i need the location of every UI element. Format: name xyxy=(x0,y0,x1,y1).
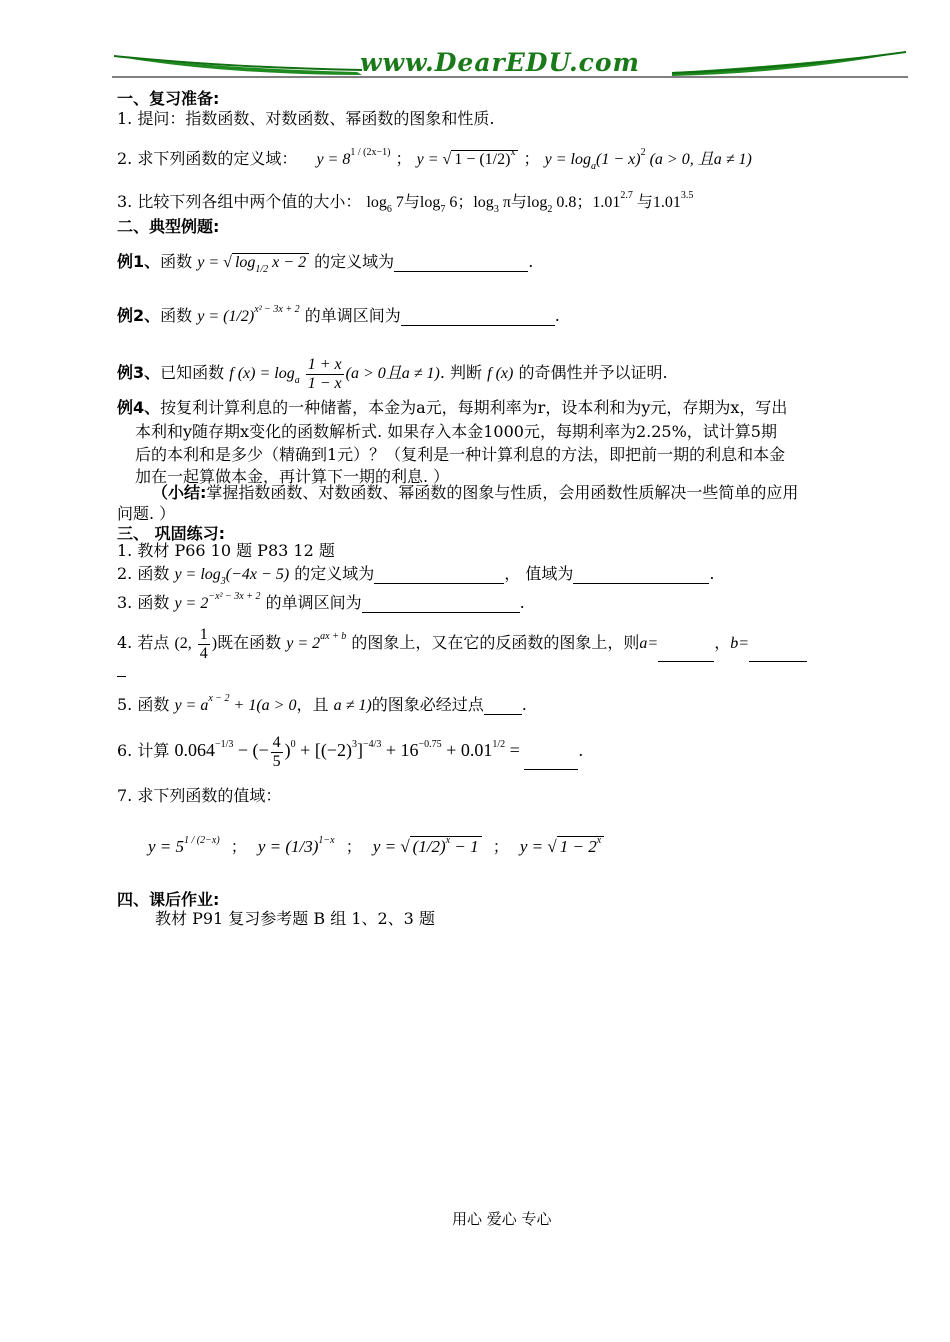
prep-question-2: 2. 求下列函数的定义域： $y = 8^{1 / (2x-1)}$ ； y = √ $1 - (1/2)^x$ ； $y = \log_a(1 - x)^2$ (a > 0, 且a ≠ 1) xyxy=(117,147,752,172)
example-2-answer-blank[interactable] xyxy=(401,309,555,326)
example-1: 例1、函数 y = √ $\log_{1/2} x - 2$ 的定义域为 . xyxy=(117,252,534,275)
practice-5-answer-blank[interactable] xyxy=(484,698,522,715)
site-logo-text: www.DearEDU.com xyxy=(360,48,641,77)
practice-4-wrap-underline xyxy=(117,676,126,677)
example-2-label: 例2、 xyxy=(117,306,161,325)
practice-5-text-a: 5. 函数 xyxy=(117,695,170,714)
section-4-title: 四、课后作业: xyxy=(117,890,220,909)
practice-4-a-blank[interactable] xyxy=(658,645,714,662)
compare-log-pair: $\log_6 7$与$\log_7 6$；$\log_3 \pi$与$\log_2 0.8$；$1.01^{2.7}$ 与$1.01^{3.5}$ xyxy=(366,190,694,215)
example-2-text-a: 函数 xyxy=(160,306,193,325)
formula-p7-d: y = √ $1 - 2^x$ xyxy=(520,836,604,856)
page-footer: 用心 爱心 专心 xyxy=(452,1210,552,1228)
practice-6-text-a: 6. 计算 xyxy=(117,741,170,761)
practice-2-range-blank[interactable] xyxy=(573,567,709,584)
summary-continuation: 问题. ） xyxy=(117,504,176,523)
practice-3-text-a: 3. 函数 xyxy=(117,593,170,612)
q3-text: 3. 比较下列各组中两个值的大小： xyxy=(117,192,362,211)
section-1-title: 一、复习准备: xyxy=(117,89,220,108)
formula-p5-cond: a ≠ 1) xyxy=(333,697,372,714)
formula-y-sqrt: y = √ $1 - (1/2)^x$ xyxy=(417,150,519,168)
practice-4-text-c: 的图象上，又在它的反函数的图象上，则 xyxy=(351,632,640,652)
prep-question-1: 1. 提问：指数函数、对数函数、幂函数的图象和性质. xyxy=(117,109,495,128)
practice-4-b-label: b= xyxy=(730,634,750,652)
formula-p7-c: y = √ $(1/2)^x - 1$ xyxy=(373,836,482,856)
formula-p2: $y = \log_3(-4x - 5)$ xyxy=(174,566,290,587)
example-4-line-3: 后的本利和是多少（精确到1元）？（复利是一种计算利息的方法，即把前一期的利息和本金 xyxy=(135,445,786,464)
prep-question-3 xyxy=(117,189,694,215)
practice-6-answer-blank[interactable] xyxy=(524,753,578,770)
formula-ex1: y = √ $\log_{1/2} x - 2$ xyxy=(197,253,309,271)
formula-p6: $0.064^{-1/3}$ − (− $\frac{4}{5}$ )$^0 + [(-2)^3]^{-4/3} + 16^{-0.75} + 0.01^{1/2}$ = xyxy=(174,734,525,770)
example-1-text-a: 函数 xyxy=(160,252,193,271)
formula-point: (2, $\frac{1}{4}$ ) xyxy=(174,626,218,662)
example-4-label: 例4、 xyxy=(117,398,161,417)
summary-line xyxy=(152,480,798,503)
summary-text: 掌握指数函数、对数函数、幂函数的图象与性质，会用函数性质解决一些简单的应用 xyxy=(206,483,799,502)
practice-1: 1. 教材 P66 10 题 P83 12 题 xyxy=(117,541,335,560)
example-3-text-a: 已知函数 xyxy=(160,362,225,382)
header-banner xyxy=(112,44,908,84)
practice-6: 6. 计算 $0.064^{-1/3}$ − (− $\frac{4}{5}$ )$^0 + [(-2)^3]^{-4/3} + 16^{-0.75} + 0.01^{1/2}$ = . xyxy=(117,734,584,770)
practice-2: 2. 函数 $y = \log_3(-4x - 5)$ 的定义域为 ， 值域为 . xyxy=(117,564,715,587)
practice-4-b-blank[interactable] xyxy=(749,645,807,662)
section-3-title: 三、 巩固练习: xyxy=(117,524,225,543)
practice-2-text-c: ， 值域为 xyxy=(504,564,574,583)
homework-assignment: 教材 P91 复习参考题 B 组 1、2、3 题 xyxy=(155,909,435,928)
practice-4-a-label: a= xyxy=(639,634,659,652)
practice-4-text-a: 4. 若点 xyxy=(117,632,170,652)
practice-3: 3. 函数 $y = 2^{-x^2 - 3x + 2}$ 的单调区间为 . xyxy=(117,591,525,612)
formula-p3: $y = 2^{-x^2 - 3x + 2}$ xyxy=(174,591,261,612)
formula-p7-a: $y = 5^{1 / (2-x)}$ xyxy=(148,835,220,856)
practice-2-text-a: 2. 函数 xyxy=(117,564,170,583)
practice-5: 5. 函数 $y = a^{x - 2} + 1(a > 0$，且 a ≠ 1)的图象必经过点 . xyxy=(117,693,527,714)
example-2: 例2、函数 $y = (1/2)^{x^2 - 3x + 2}$ 的单调区间为 . xyxy=(117,304,560,325)
practice-7-formulas: $y = 5^{1 / (2-x)}$ ； $y = (1/3)^{1-x}$ ； y = √ $(1/2)^x - 1$ ； y = √ $1 - 2^x$ xyxy=(148,834,604,857)
formula-p5: $y = a^{x - 2} + 1(a > 0$ xyxy=(174,693,297,714)
example-4-text-1: 按复利计算利息的一种储蓄，本金为a元，每期利率为r，设本利和为y元，存期为x，写出 xyxy=(160,398,788,417)
practice-2-text-b: 的定义域为 xyxy=(294,564,375,583)
formula-fx: f (x) xyxy=(487,364,514,382)
example-1-text-b: 的定义域为 xyxy=(314,252,395,271)
example-1-answer-blank[interactable] xyxy=(394,255,528,272)
example-1-label: 例1、 xyxy=(117,252,161,271)
formula-p7-b: $y = (1/3)^{1-x}$ xyxy=(257,835,335,856)
formula-p4: $y = 2^{ax + b}$ xyxy=(286,630,347,652)
formula-ex2: $y = (1/2)^{x^2 - 3x + 2}$ xyxy=(197,304,300,325)
q2-text: 2. 求下列函数的定义域： xyxy=(117,149,298,168)
practice-5-text-c: 的图象必经过点 xyxy=(371,695,484,714)
practice-3-text-b: 的单调区间为 xyxy=(265,593,362,612)
example-4-line-4: 加在一起算做本金，再计算下一期的利息. ） xyxy=(135,467,450,486)
example-3 xyxy=(117,356,668,392)
example-3-text-c: 的奇偶性并予以证明. xyxy=(518,362,668,382)
example-3-label: 例3、 xyxy=(117,362,161,382)
summary-label: （小结: xyxy=(152,483,207,502)
formula-ex3: f $(x) = \log_a$ $\frac{1 + x}{1 - x}$ (a > 0且a ≠ 1) xyxy=(229,356,440,392)
formula-y-log: $y = \log_a(1 - x)^2$ (a > 0, 且a ≠ 1) xyxy=(544,147,752,172)
practice-3-answer-blank[interactable] xyxy=(362,596,520,613)
practice-7: 7. 求下列函数的值域： xyxy=(117,786,282,805)
practice-2-domain-blank[interactable] xyxy=(374,567,504,584)
section-2-title: 二、典型例题: xyxy=(117,217,220,236)
example-4-line-1 xyxy=(117,395,787,418)
formula-y-8-power: $y = 8^{1 / (2x-1)}$ xyxy=(316,147,391,168)
practice-4: 4. 若点 (2, $\frac{1}{4}$ )既在函数 $y = 2^{ax + b}$ 的图象上，又在它的反函数的图象上，则a= ，b= xyxy=(117,626,807,662)
example-3-text-b: . 判断 xyxy=(439,362,483,382)
example-4-line-2: 本利和y随存期x变化的函数解析式. 如果存入本金1000元，每期利率为2.25%，试计算5期 xyxy=(135,422,777,441)
example-2-text-b: 的单调区间为 xyxy=(304,306,401,325)
practice-5-text-b: ，且 xyxy=(296,695,329,714)
practice-4-text-b: 既在函数 xyxy=(217,632,282,652)
